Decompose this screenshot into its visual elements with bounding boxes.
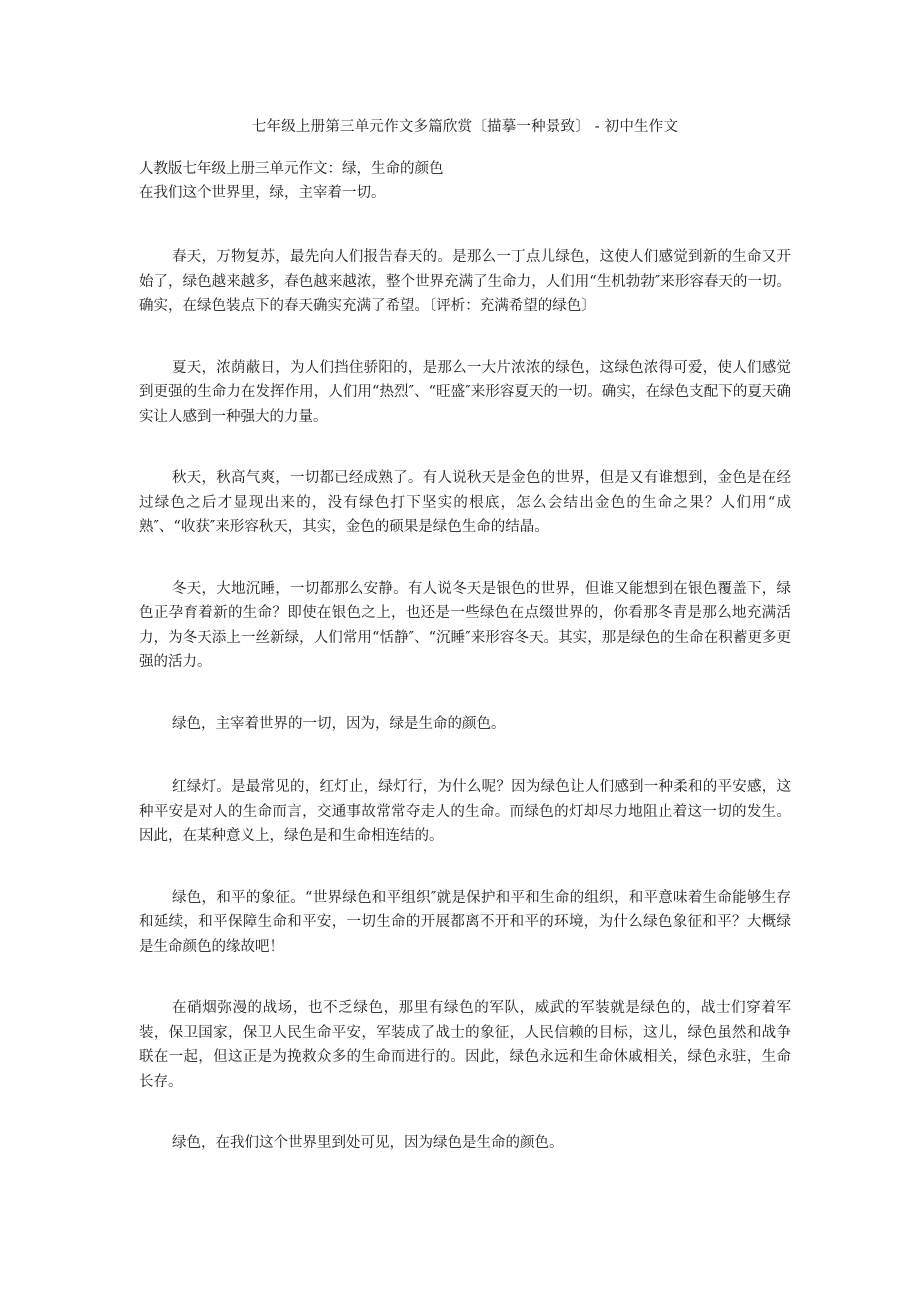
paragraph-traffic-light: 红绿灯。是最常见的，红灯止，绿灯行，为什么呢？因为绿色让人们感到一种柔和的平安感，这种平安是对人的生命而言，交通事故常常夺走人的生命。而绿色的灯却尽力地阻止着这一切的发生。因此，在某种意义上，绿色是和生命相连结的。: [139, 779, 791, 844]
document-title: 七年级上册第三单元作文多篇欣赏〔描摹一种景致〕 - 初中生作文: [251, 119, 679, 135]
essay-opening-line: 在我们这个世界里，绿，主宰着一切。: [139, 185, 386, 201]
paragraph-spring: 春天，万物复苏，最先向人们报告春天的。是那么一丁点儿绿色，这使人们感觉到新的生命又开始了，绿色越来越多，春色越来越浓，整个世界充满了生命力，人们用“生机勃勃″来形容春天的一切。确实，在绿色装点下的春天确实充满了希望。〔评析：充满希望的绿色〕: [139, 249, 791, 314]
paragraph-conclusion: 绿色，在我们这个世界里到处可见，因为绿色是生命的颜色。: [172, 1135, 564, 1151]
essay-heading: 人教版七年级上册三单元作文：绿，生命的颜色: [139, 161, 444, 177]
paragraph-summer: 夏天，浓荫蔽日，为人们挡住骄阳的，是那么一大片浓浓的绿色，这绿色浓得可爱，使人们感觉到更强的生命力在发挥作用，人们用“热烈″、“旺盛″来形容夏天的一切。确实，在绿色支配下的夏天确实让人感到一种强大的力量。: [139, 359, 791, 425]
paragraph-green-dominates: 绿色，主宰着世界的一切，因为，绿是生命的颜色。: [172, 715, 506, 732]
paragraph-autumn: 秋天，秋高气爽，一切都已经成熟了。有人说秋天是金色的世界，但是又有谁想到，金色是在经过绿色之后才显现出来的，没有绿色打下坚实的根底，怎么会结出金色的生命之果？人们用“成熟″、“收获″来形容秋天，其实，金色的硕果是绿色生命的结晶。: [139, 470, 791, 535]
paragraph-peace: 绿色，和平的象征。“世界绿色和平组织″就是保护和平和生命的组织，和平意味着生命能够生存和延续，和平保障生命和平安，一切生命的开展都离不开和平的环境，为什么绿色象征和平？大概绿是生命颜色的缘故吧！: [139, 889, 791, 955]
paragraph-battlefield: 在硝烟弥漫的战场，也不乏绿色，那里有绿色的军队，威武的军装就是绿色的，战士们穿着军装，保卫国家，保卫人民生命平安，军装成了战士的象征，人民信赖的目标，这儿，绿色虽然和战争联在一起，但这正是为挽救众多的生命而进行的。因此，绿色永远和生命休戚相关，绿色永驻，生命长存。: [139, 1000, 791, 1090]
paragraph-winter: 冬天，大地沉睡，一切都那么安静。有人说冬天是银色的世界，但谁又能想到在银色覆盖下，绿色正孕育着新的生命？即使在银色之上，也还是一些绿色在点缀世界的，你看那冬青是那么地充满活力，为冬天添上一丝新绿，人们常用“恬静″、“沉睡″来形容冬天。其实，那是绿色的生命在积蓄更多更强的活力。: [139, 580, 791, 670]
intro-block: [139, 157, 791, 205]
document-page: [139, 117, 791, 1156]
